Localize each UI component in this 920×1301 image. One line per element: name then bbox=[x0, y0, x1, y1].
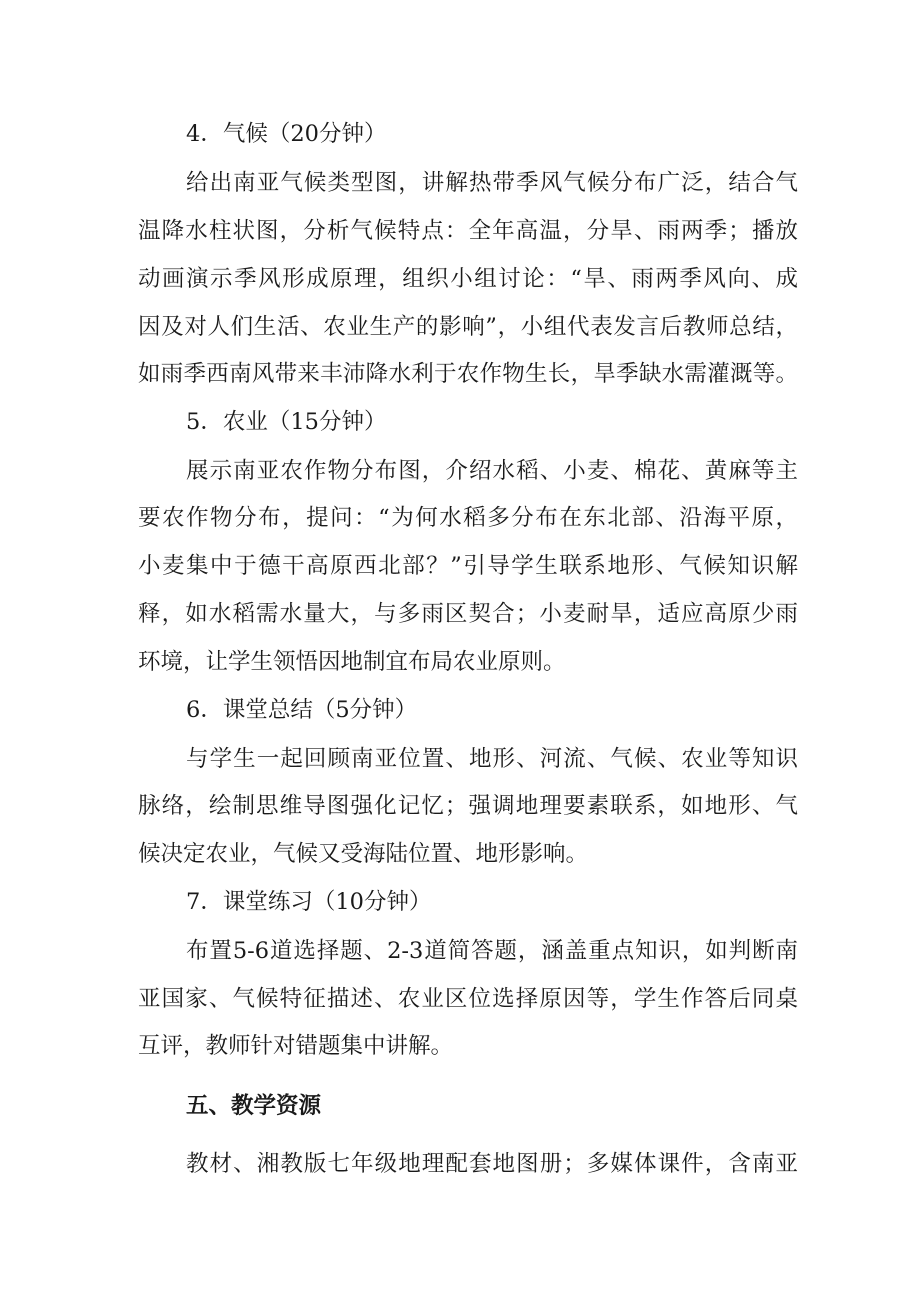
paragraph-line: 亚国家、气候特征描述、农业区位选择原因等，学生作答后同桌 bbox=[138, 986, 798, 1012]
paragraph-line: 互评，教师针对错题集中讲解。 bbox=[138, 1033, 454, 1059]
paragraph-line: 教材、湘教版七年级地理配套地图册；多媒体课件，含南亚 bbox=[186, 1151, 798, 1177]
paragraph-line: 动画演示季风形成原理，组织小组讨论：“旱、雨两季风向、成 bbox=[138, 266, 798, 292]
section-heading-climate: 4．气候（20分钟） bbox=[186, 121, 387, 147]
section-heading-summary: 6．课堂总结（5分钟） bbox=[186, 697, 418, 723]
paragraph-line: 温降水柱状图，分析气候特点：全年高温，分旱、雨两季；播放 bbox=[138, 218, 798, 244]
section-heading-practice: 7．课堂练习（10分钟） bbox=[186, 889, 432, 915]
paragraph-line: 如雨季西南风带来丰沛降水利于农作物生长，旱季缺水需灌溉等。 bbox=[138, 361, 798, 387]
section-heading-teaching-resources: 五、教学资源 bbox=[186, 1093, 322, 1119]
paragraph-line: 要农作物分布，提问：“为何水稻多分布在东北部、沿海平原， bbox=[138, 505, 798, 531]
paragraph-line: 释，如水稻需水量大，与多雨区契合；小麦耐旱，适应高原少雨 bbox=[138, 601, 798, 627]
paragraph-line: 给出南亚气候类型图，讲解热带季风气候分布广泛，结合气 bbox=[186, 170, 798, 196]
paragraph-line: 布置5-6道选择题、2-3道简答题，涵盖重点知识，如判断南 bbox=[186, 938, 798, 964]
paragraph-line: 环境，让学生领悟因地制宜布局农业原则。 bbox=[138, 649, 566, 675]
paragraph-line: 候决定农业，气候又受海陆位置、地形影响。 bbox=[138, 841, 589, 867]
paragraph-line: 小麦集中于德干高原西北部？”引导学生联系地形、气候知识解 bbox=[138, 553, 798, 579]
paragraph-line: 展示南亚农作物分布图，介绍水稻、小麦、棉花、黄麻等主 bbox=[186, 458, 798, 484]
paragraph-line: 与学生一起回顾南亚位置、地形、河流、气候、农业等知识 bbox=[186, 746, 798, 772]
section-heading-agriculture: 5．农业（15分钟） bbox=[186, 409, 387, 435]
paragraph-line: 因及对人们生活、农业生产的影响”，小组代表发言后教师总结， bbox=[138, 314, 798, 340]
paragraph-line: 脉络，绘制思维导图强化记忆；强调地理要素联系，如地形、气 bbox=[138, 793, 798, 819]
